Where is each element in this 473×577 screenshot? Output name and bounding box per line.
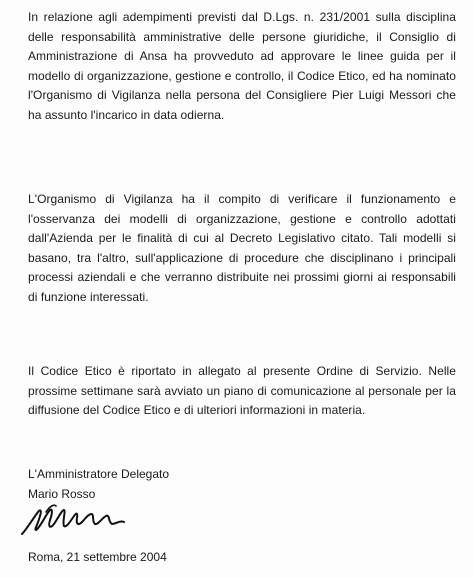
handwritten-signature bbox=[16, 500, 134, 540]
signatory-role: L'Amministratore Delegato bbox=[28, 467, 170, 481]
place-date: Roma, 21 settembre 2004 bbox=[28, 550, 167, 564]
paragraph-codice-etico: Il Codice Etico è riportato in allegato al presente Ordine di Servizio. Nelle prossime settimane sarà avviato un piano di comunicazione al personale per la diffusione del Codice Etico e di ulteriori informazioni in materia. bbox=[28, 364, 456, 418]
paragraph-organismo: L'Organismo di Vigilanza ha il compito di verificare il funzionamento e l'osservanza dei modelli di organizzazione, gestione e controllo adottati dall'Azienda per le finalità di cui al Decreto Legislativo citato. Tali modelli si basano, tra l'altro, sull'applicazione di procedure che disciplinano i principali processi aziendali e che verranno distribuite nei prossimi giorni ai responsabili di funzione interessati. bbox=[28, 192, 456, 304]
signatory-name: Mario Rosso bbox=[28, 487, 96, 501]
paragraph-intro: In relazione agli adempimenti previsti dal D.Lgs. n. 231/2001 sulla disciplina delle responsabilità amministrative delle persone giuridiche, il Consiglio di Amministrazione di Ansa ha provveduto ad approvare le linee guida per il modello di organizzazione, gestione e controllo, il Codice Etico, ed ha nominato l'Organismo di Vigilanza nella persona del Consigliere Pier Luigi Messori che ha assunto l'incarico in data odierna. bbox=[28, 10, 456, 122]
